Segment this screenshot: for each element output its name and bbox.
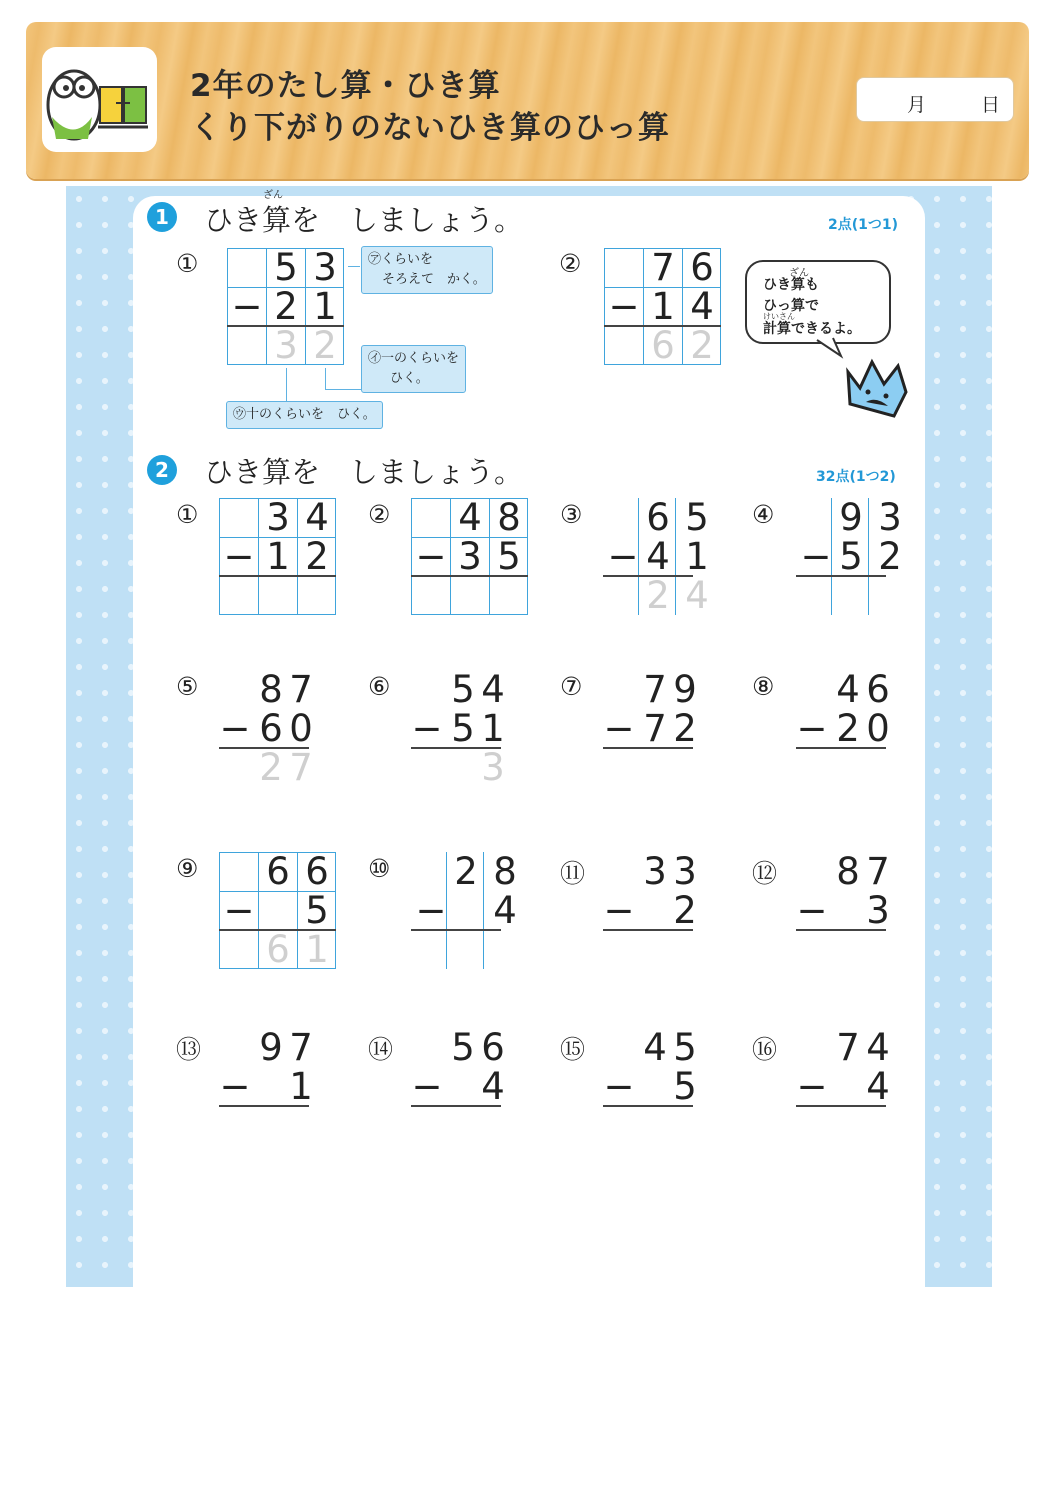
minus-sign: − [219, 1065, 251, 1108]
top-digit: 3 [313, 246, 337, 289]
bottom-digit: 5 [305, 889, 329, 932]
bottom-digit: 2 [305, 535, 329, 578]
bottom-digit: 4 [866, 1065, 890, 1108]
note-text: そろえて かく。 [382, 272, 486, 287]
title-line2: くり下がりのないひき算のひっ算 [190, 110, 670, 146]
s2-problem-label: ② [368, 500, 391, 529]
answer-digit: 6 [266, 928, 290, 971]
top-digit: 6 [481, 1026, 505, 1069]
answer-digit: 6 [651, 324, 675, 367]
top-digit: 8 [836, 850, 860, 893]
top-digit: 8 [497, 496, 521, 539]
top-digit: 5 [451, 668, 475, 711]
top-digit: 4 [836, 668, 860, 711]
answer-digit: 2 [690, 324, 714, 367]
note-text: ひく。 [390, 371, 429, 386]
top-digit: 9 [673, 668, 697, 711]
bottom-digit: 5 [451, 707, 475, 750]
s2-problem-label: ⑦ [560, 672, 583, 701]
top-digit: 5 [451, 1026, 475, 1069]
top-digit: 4 [643, 1026, 667, 1069]
crown-mascot-icon [842, 352, 914, 422]
bottom-digit: 5 [839, 535, 863, 578]
top-digit: 7 [836, 1026, 860, 1069]
note-ones-place [361, 345, 466, 393]
s2-problem-label: ⑩ [368, 854, 391, 883]
s2-problem-label: ⑥ [368, 672, 391, 701]
minus-sign: − [796, 889, 828, 932]
s2-problem-label: ⑪ [560, 859, 586, 888]
bottom-digit: 1 [313, 285, 337, 328]
date-box [856, 77, 1014, 122]
minus-sign: − [223, 535, 255, 578]
s1-problem-label: ② [559, 249, 582, 278]
bottom-digit: 1 [651, 285, 675, 328]
bottom-digit: 0 [289, 707, 313, 750]
minus-sign: − [219, 707, 251, 750]
day-label: 日 [981, 94, 1001, 116]
speech-bubble [745, 260, 891, 344]
minus-sign: − [223, 889, 255, 932]
s2-problem-label: ⑨ [176, 854, 199, 883]
top-digit: 6 [266, 850, 290, 893]
bottom-digit: 2 [673, 889, 697, 932]
section1-ruby: ざん [263, 190, 283, 201]
bottom-digit: 1 [481, 707, 505, 750]
bottom-digit: 2 [836, 707, 860, 750]
bubble-ruby: ざん [789, 268, 809, 279]
s2-problem-label: ⑧ [752, 672, 775, 701]
note-arrow [348, 266, 360, 267]
top-digit: 3 [878, 496, 902, 539]
top-digit: 9 [259, 1026, 283, 1069]
bottom-digit: 2 [673, 707, 697, 750]
top-digit: 5 [673, 1026, 697, 1069]
note-arrow [286, 368, 287, 402]
top-digit: 9 [839, 496, 863, 539]
minus-sign: − [411, 1065, 443, 1108]
minus-sign: − [796, 1065, 828, 1108]
s1-problem-label: ① [176, 249, 199, 278]
month-label: 月 [907, 94, 927, 116]
answer-digit: 3 [481, 746, 505, 789]
top-digit: 6 [690, 246, 714, 289]
top-digit: 5 [274, 246, 298, 289]
top-digit: 6 [866, 668, 890, 711]
minus-sign: − [608, 285, 640, 328]
bubble-ruby: けいさん [763, 312, 795, 321]
bubble-line: ひき算も [763, 277, 819, 293]
top-digit: 6 [646, 496, 670, 539]
s2-problem-label: ⑯ [752, 1035, 778, 1064]
top-digit: 7 [866, 850, 890, 893]
minus-sign: − [603, 707, 635, 750]
section2-points: 32点(1つ2) [816, 469, 896, 485]
section2-number: 2 [147, 455, 177, 485]
bottom-digit: 7 [643, 707, 667, 750]
minus-sign: − [607, 535, 639, 578]
note-text: ㋑一のくらいを [368, 351, 460, 366]
bottom-digit: 3 [458, 535, 482, 578]
s2-problem-label: ③ [560, 500, 583, 529]
bottom-digit: 4 [493, 889, 517, 932]
bottom-digit: 2 [274, 285, 298, 328]
bottom-digit: 4 [481, 1065, 505, 1108]
top-digit: 3 [673, 850, 697, 893]
note-tens-place [226, 401, 383, 429]
minus-sign: − [415, 889, 447, 932]
s2-problem-label: ④ [752, 500, 775, 529]
section1-title: ひき算を しましょう。 [204, 203, 524, 237]
s2-problem-label: ⑮ [560, 1035, 586, 1064]
top-digit: 2 [454, 850, 478, 893]
top-digit: 4 [458, 496, 482, 539]
top-digit: 8 [259, 668, 283, 711]
bottom-digit: 6 [259, 707, 283, 750]
minus-sign: − [796, 707, 828, 750]
top-digit: 4 [866, 1026, 890, 1069]
bottom-digit: 1 [685, 535, 709, 578]
top-digit: 6 [305, 850, 329, 893]
owl-book-logo [42, 47, 157, 152]
top-digit: 4 [481, 668, 505, 711]
s2-problem-label: ⑭ [368, 1035, 394, 1064]
minus-sign: − [411, 707, 443, 750]
minus-sign: − [415, 535, 447, 578]
top-digit: 8 [493, 850, 517, 893]
section1-number: 1 [147, 202, 177, 232]
bubble-line: ひっ算で [763, 298, 819, 314]
bottom-digit: 0 [866, 707, 890, 750]
s2-problem-label: ⑤ [176, 672, 199, 701]
note-arrow [325, 368, 326, 390]
answer-digit: 2 [646, 574, 670, 617]
bottom-digit: 2 [878, 535, 902, 578]
bottom-digit: 4 [690, 285, 714, 328]
top-digit: 4 [305, 496, 329, 539]
minus-sign: − [603, 889, 635, 932]
bottom-digit: 5 [497, 535, 521, 578]
answer-digit: 3 [274, 324, 298, 367]
title-line1: 2年のたし算・ひき算 [190, 68, 501, 104]
section1-points: 2点(1つ1) [828, 217, 899, 233]
top-digit: 3 [266, 496, 290, 539]
s2-problem-label: ⑫ [752, 859, 778, 888]
top-digit: 7 [289, 668, 313, 711]
top-digit: 7 [289, 1026, 313, 1069]
note-arrow [325, 389, 361, 390]
bottom-digit: 5 [673, 1065, 697, 1108]
section2-title: ひき算を しましょう。 [204, 455, 524, 489]
note-align-places [361, 246, 493, 294]
top-digit: 3 [643, 850, 667, 893]
note-text: ㋒十のくらいを ひく。 [233, 407, 376, 422]
bottom-digit: 4 [646, 535, 670, 578]
answer-digit: 7 [289, 746, 313, 789]
answer-digit: 4 [685, 574, 709, 617]
minus-sign: − [603, 1065, 635, 1108]
top-digit: 7 [651, 246, 675, 289]
answer-digit: 2 [259, 746, 283, 789]
minus-sign: − [800, 535, 832, 578]
bottom-digit: 3 [866, 889, 890, 932]
bottom-digit: 1 [289, 1065, 313, 1108]
s2-problem-label: ⑬ [176, 1035, 202, 1064]
note-text: ㋐くらいを [368, 252, 434, 267]
s2-problem-label: ① [176, 500, 199, 529]
top-digit: 7 [643, 668, 667, 711]
bubble-tail-icon [815, 336, 845, 360]
answer-digit: 1 [305, 928, 329, 971]
top-digit: 5 [685, 496, 709, 539]
minus-sign: − [231, 285, 263, 328]
answer-digit: 2 [313, 324, 337, 367]
bottom-digit: 1 [266, 535, 290, 578]
bubble-line: 計算できるよ。 [763, 321, 861, 337]
